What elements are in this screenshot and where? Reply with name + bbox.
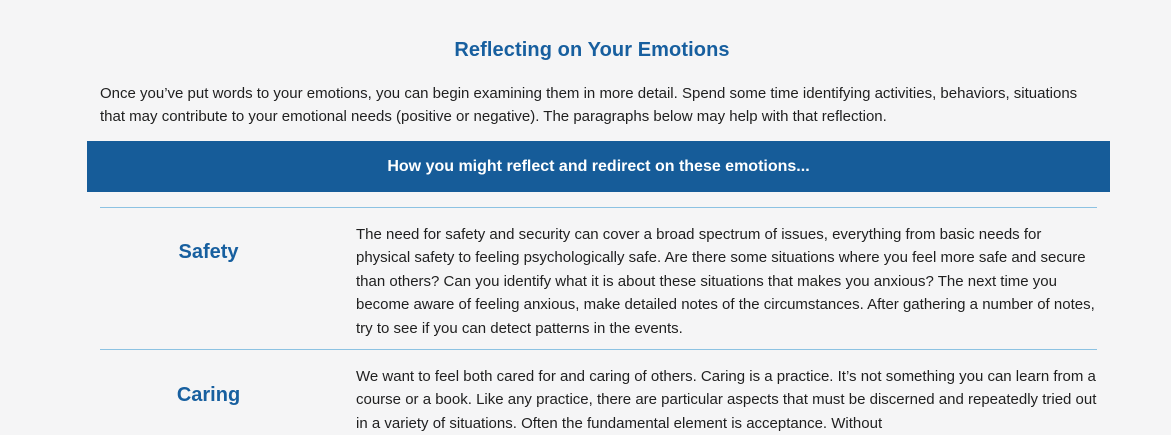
reflection-banner: How you might reflect and redirect on these emotions... bbox=[87, 141, 1110, 192]
emotion-description-safety: The need for safety and security can cover a broad spectrum of issues, everything from basic needs for physical safety to feeling psychologically safe. Are there some situations where you feel more safe and secure than others? Can you identify what it is about these situations that makes you anxious? The next time you become aware of feeling anxious, make detailed notes of the circumstances. After gathering a number of notes, try to see if you can detect patterns in the events. bbox=[356, 226, 1095, 337]
row-divider bbox=[100, 207, 1097, 208]
intro-paragraph: Once you’ve put words to your emotions, you can begin examining them in more detail. Spend some time identifying activities, behaviors, situations that may contribute to your emotional needs (positive or negative). The paragraphs below may help with that reflection. bbox=[100, 85, 1078, 125]
emotion-description-caring: We want to feel both cared for and caring of others. Caring is a practice. It’s not something you can learn from a course or a book. Like any practice, there are particular aspects that must be discerned and repeatedly tried out in a variety of situations. Often the fundamental element is acceptance. Without bbox=[356, 368, 1097, 432]
emotion-name-safety: Safety bbox=[178, 241, 239, 263]
section-title: Reflecting on Your Emotions bbox=[454, 39, 730, 61]
row-divider bbox=[100, 349, 1097, 350]
emotion-name-caring: Caring bbox=[176, 384, 241, 406]
